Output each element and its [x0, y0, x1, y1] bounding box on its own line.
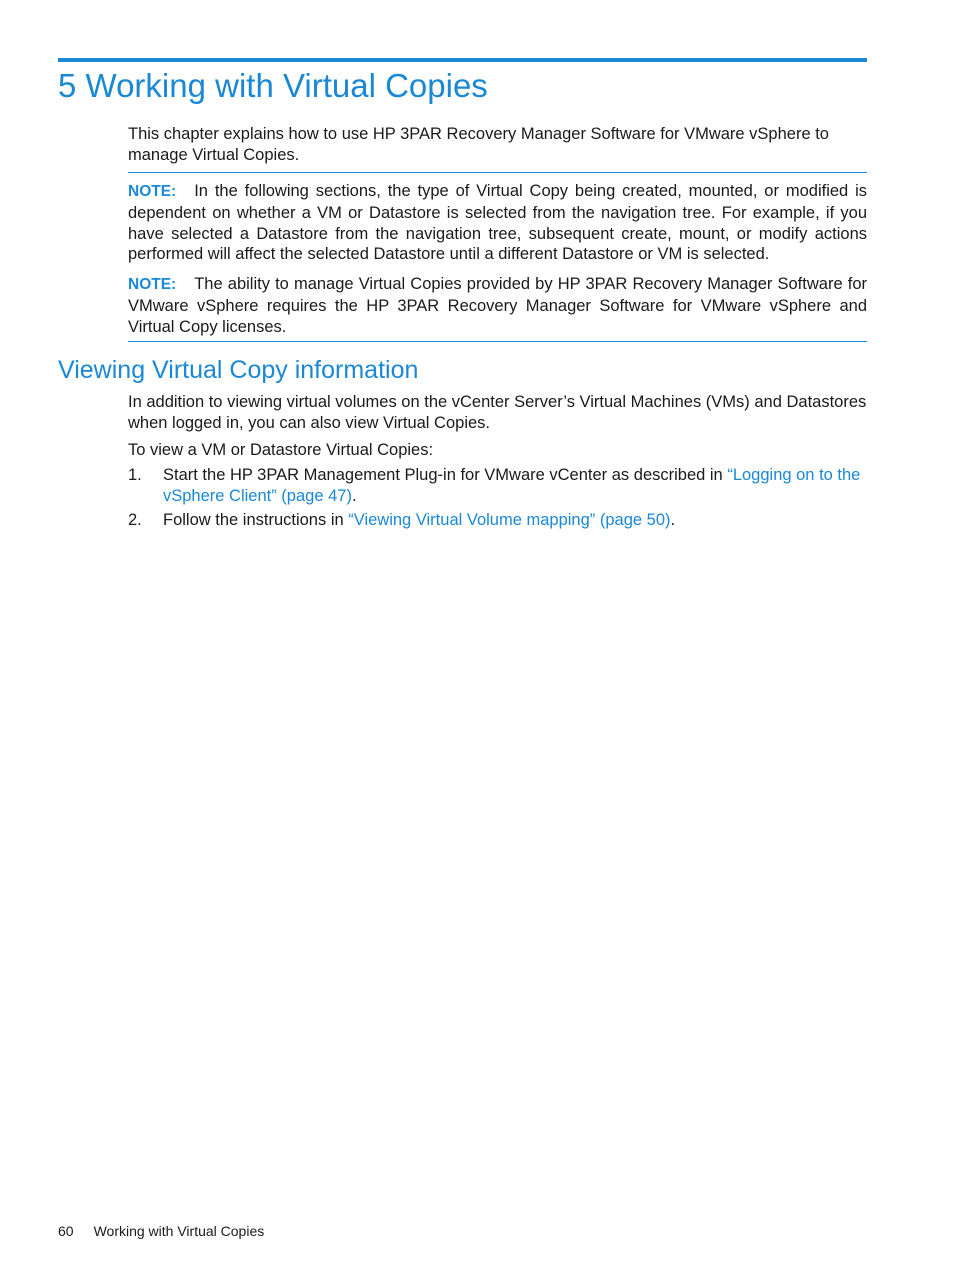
footer-page-number: 60 [58, 1223, 74, 1239]
note-top-rule [128, 172, 867, 173]
footer-running-title: Working with Virtual Copies [93, 1223, 265, 1239]
procedure-step-2 [128, 510, 867, 531]
note-1-text: In the following sections, the type of Virtual Copy being created, mounted, or modified is dependent on whether a VM or Datastore is selected from the navigation tree. For example, if you have selected a Datastore from the navigation tree, subsequent create, mount, or modify actions performed will affect the selected Datastore until a different Datastore or VM is selected. [128, 182, 867, 264]
chapter-top-rule [58, 58, 867, 62]
chapter-intro: This chapter explains how to use HP 3PAR Recovery Manager Software for VMware vSphere to manage Virtual Copies. [128, 125, 829, 164]
procedure-step-1 [128, 465, 867, 507]
chapter-title: 5 Working with Virtual Copies [58, 67, 488, 104]
note-2-label: NOTE: [128, 276, 177, 293]
step-2-end: . [670, 510, 676, 529]
section-paragraph-2: To view a VM or Datastore Virtual Copies: [128, 441, 434, 459]
procedure-steps [128, 465, 867, 533]
step-1-end: . [351, 486, 357, 505]
step-2-text: Follow the instructions in [163, 510, 349, 529]
step-1-text: Start the HP 3PAR Management Plug-in for VMware vCenter as described in [163, 466, 728, 484]
step-1-number: 1. [128, 466, 142, 484]
note-bottom-rule [128, 341, 867, 342]
step-2-number: 2. [128, 510, 142, 529]
section-title: Viewing Virtual Copy information [58, 356, 419, 384]
xref-logging-on-link[interactable]: “Logging on to the vSphere Client” (page 47) [163, 466, 861, 505]
note-1 [128, 181, 867, 265]
note-2-text: The ability to manage Virtual Copies provided by HP 3PAR Recovery Manager Software for VMware vSphere requires the HP 3PAR Recovery Manager Software for VMware vSphere and Virtual Copy licenses. [128, 275, 867, 336]
xref-volume-mapping-link[interactable]: “Viewing Virtual Volume mapping” (page 50) [348, 510, 671, 529]
note-2 [128, 274, 867, 337]
section-paragraph-1: In addition to viewing virtual volumes on the vCenter Server’s Virtual Machines (VMs) and Datastores when logged in, you can also view Virtual Copies. [128, 393, 867, 432]
page-footer [58, 1222, 264, 1240]
note-1-label: NOTE: [128, 183, 177, 200]
